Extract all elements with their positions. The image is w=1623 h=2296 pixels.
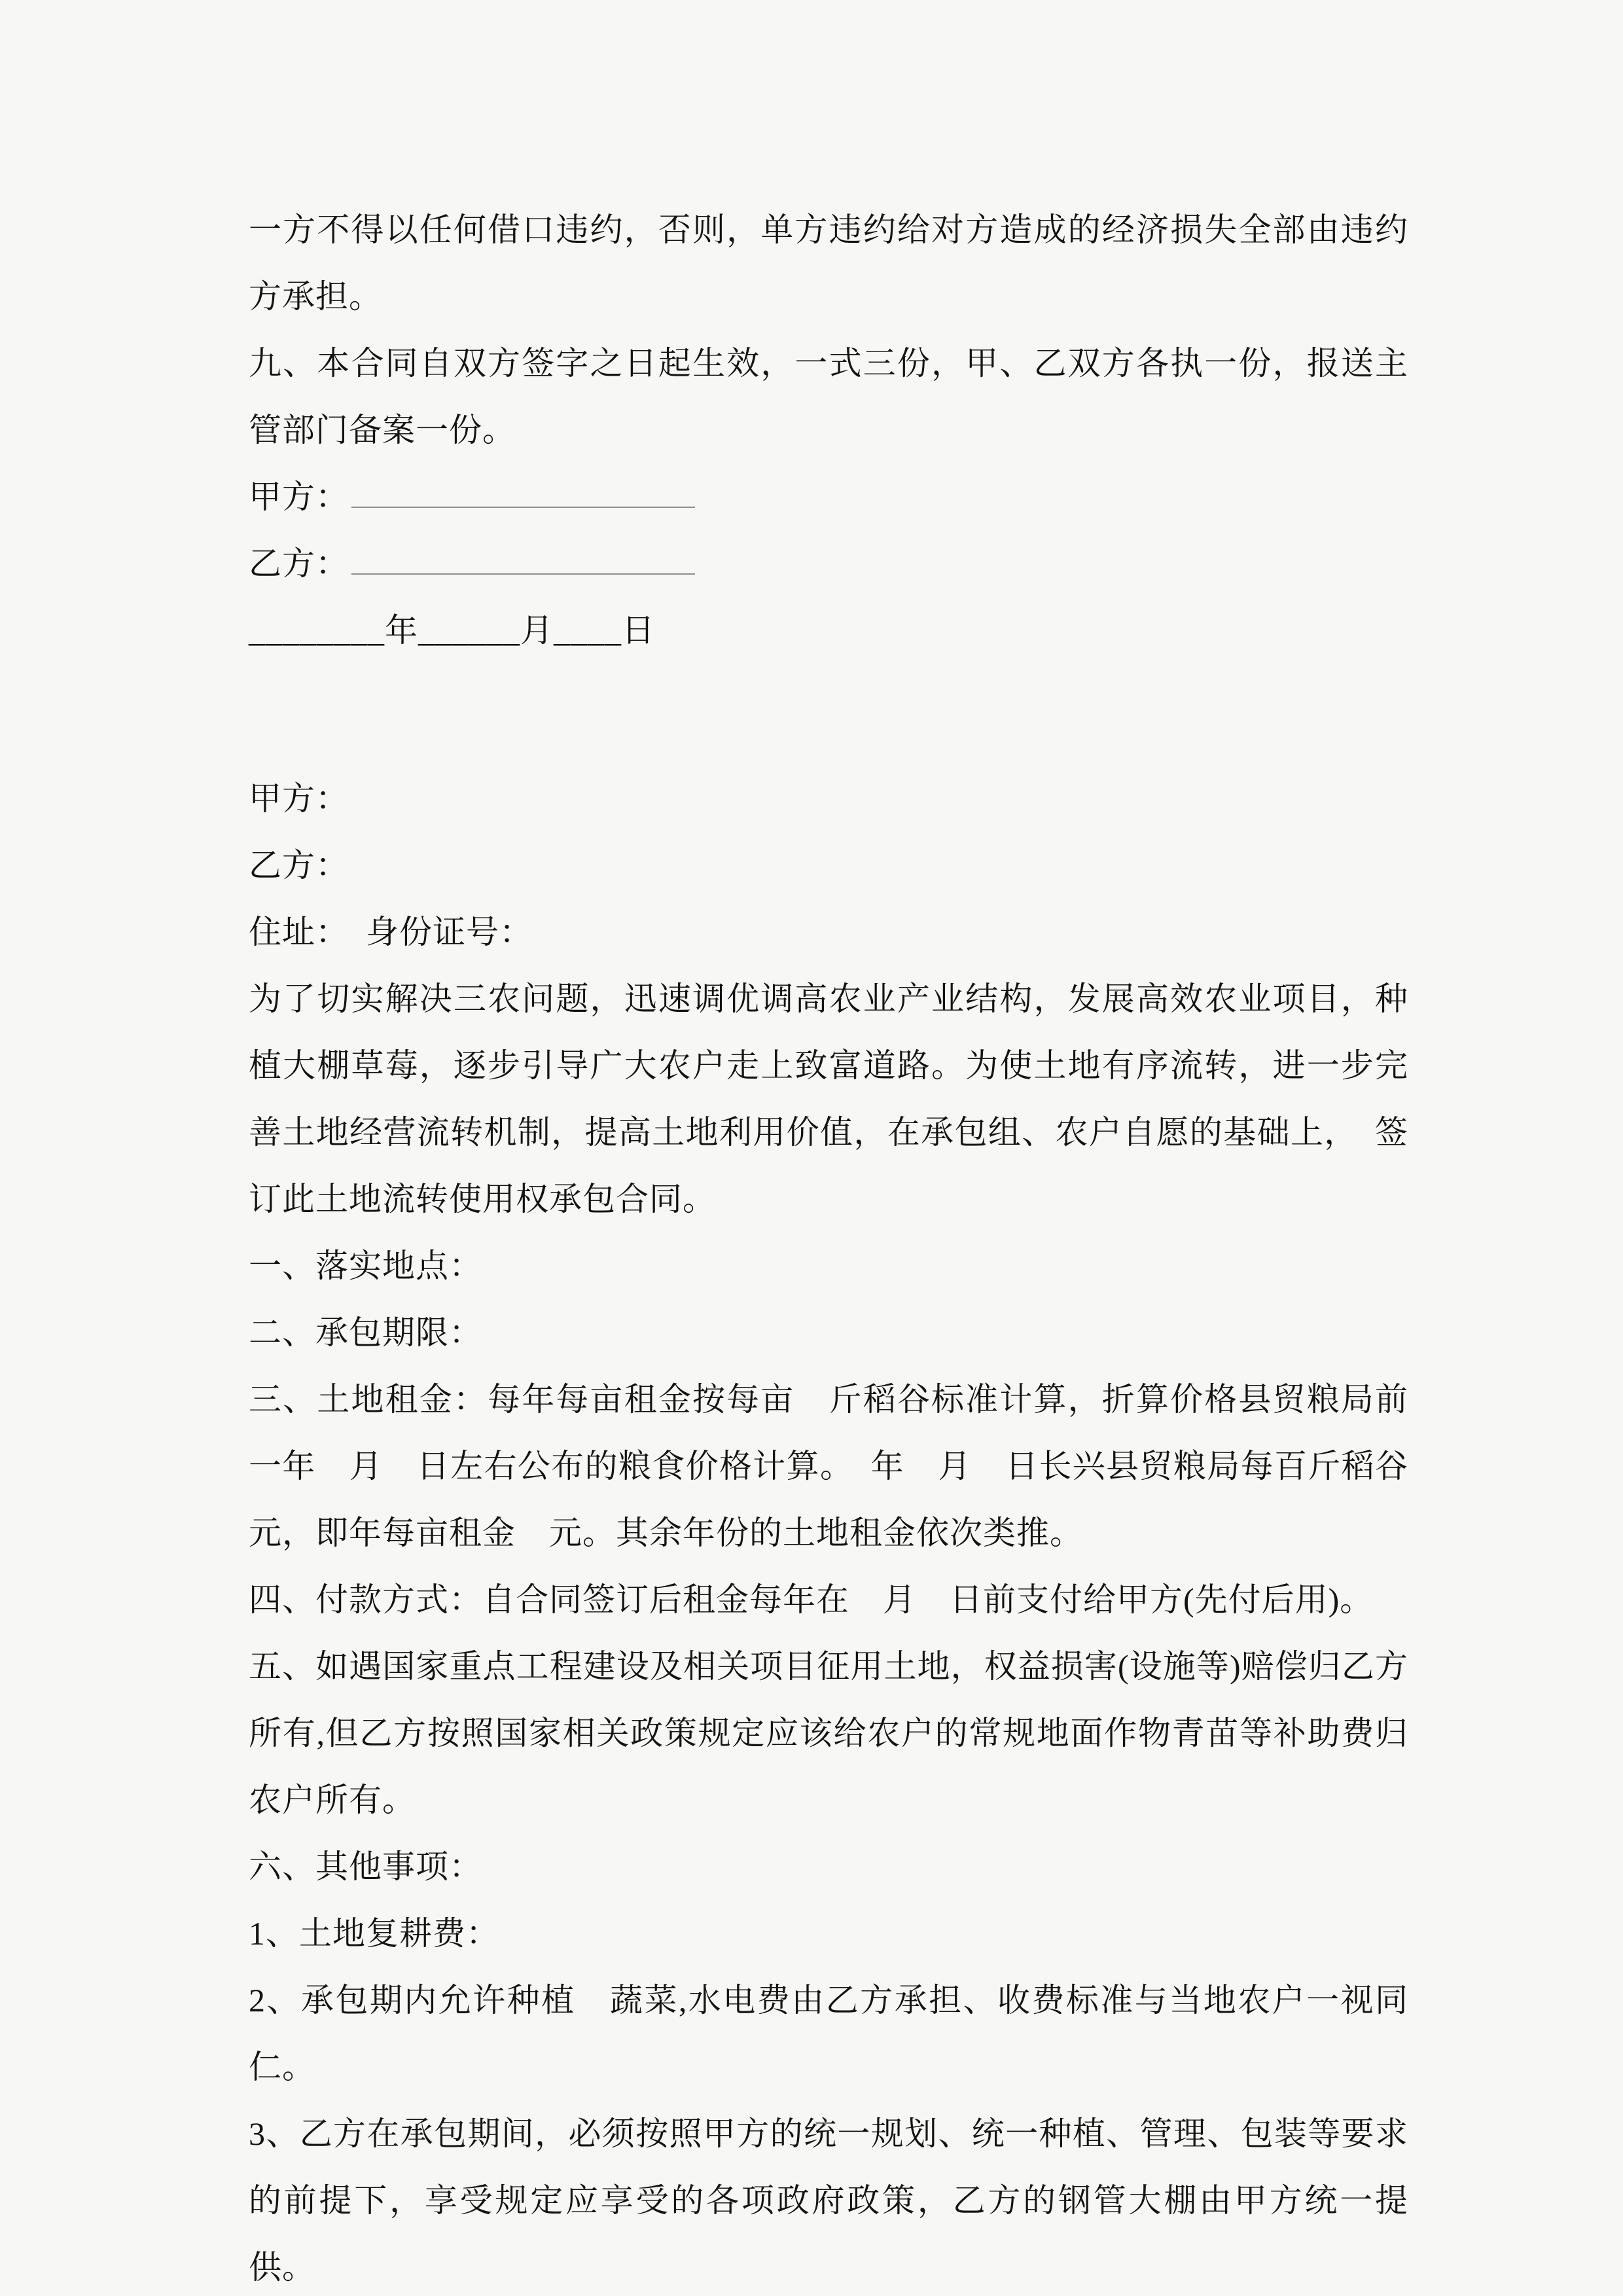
item-three-unified-requirements: 3、乙方在承包期间，必须按照甲方的统一规划、统一种植、管理、包装等要求的前提下，享受规定应享受的各项政府政策，乙方的钢管大棚由甲方统一提供。 bbox=[249, 2115, 1408, 2286]
clause-two-term: 二、承包期限： bbox=[249, 1314, 482, 1351]
clause-breach-liability: 一方不得以任何借口违约，否则，单方违约给对方造成的经济损失全部由违约方承担。 bbox=[249, 211, 1408, 315]
clause-one-location: 一、落实地点： bbox=[249, 1247, 482, 1284]
clause-six-other-items: 六、其他事项： bbox=[249, 1848, 482, 1885]
party-b-signature-blank bbox=[351, 544, 695, 575]
party-b-signature-line bbox=[249, 530, 1408, 597]
address-id-field: 住址： 身份证号： bbox=[249, 914, 533, 950]
party-b-signature-label: 乙方： bbox=[249, 545, 349, 582]
section-break bbox=[249, 664, 1408, 765]
clause-four-payment: 四、付款方式：自合同签订后租金每年在 月 日前支付给甲方(先付后用)。 bbox=[249, 1581, 1374, 1618]
clause-nine-effectiveness: 九、本合同自双方签字之日起生效，一式三份，甲、乙双方各执一份，报送主管部门备案一份。 bbox=[249, 345, 1408, 448]
party-a-field: 甲方： bbox=[249, 780, 349, 817]
document-content bbox=[249, 196, 1442, 2296]
party-a-signature-label: 甲方： bbox=[249, 478, 349, 515]
date-line: ________年______月____日 bbox=[249, 612, 655, 649]
clause-three-rent: 三、土地租金：每年每亩租金按每亩 斤稻谷标准计算，折算价格县贸粮局前一年 月 日左右公布的粮食价格计算。 年 月 日长兴县贸粮局每百斤稻谷 元，即年每亩租金 元。其余年份的土地租金依次类推。 bbox=[249, 1381, 1442, 1551]
item-two-vegetables-utilities: 2、承包期内允许种植 蔬菜,水电费由乙方承担、收费标准与当地农户一视同仁。 bbox=[249, 1982, 1408, 2085]
party-a-signature-blank bbox=[351, 477, 695, 508]
item-one-reclamation-fee: 1、土地复耕费： bbox=[249, 1915, 499, 1952]
clause-five-expropriation: 五、如遇国家重点工程建设及相关项目征用土地，权益损害(设施等)赔偿归乙方所有,但乙方按照国家相关政策规定应该给农户的常规地面作物青苗等补助费归农户所有。 bbox=[249, 1648, 1408, 1818]
preamble-paragraph: 为了切实解决三农问题，迅速调优调高农业产业结构，发展高效农业项目，种植大棚草莓，逐步引导广大农户走上致富道路。为使土地有序流转，进一步完善土地经营流转机制，提高土地利用价值，在承包组、农户自愿的基础上， 签订此土地流转使用权承包合同。 bbox=[249, 980, 1408, 1217]
party-b-field: 乙方： bbox=[249, 847, 349, 884]
party-a-signature-line bbox=[249, 463, 1408, 530]
